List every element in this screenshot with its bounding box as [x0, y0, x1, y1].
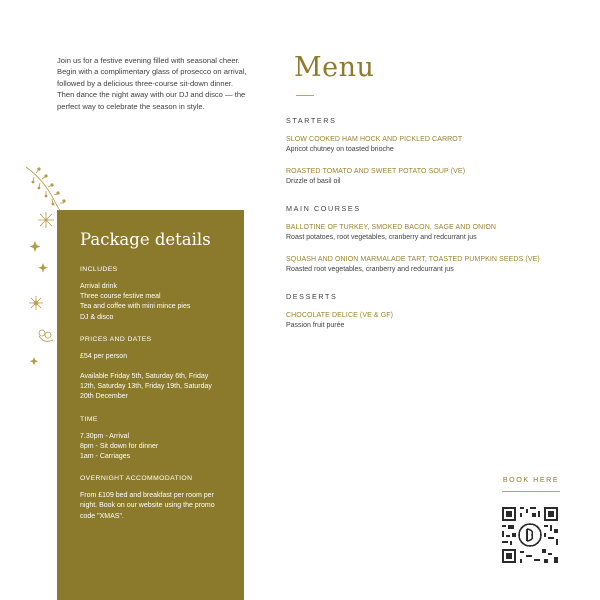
include-item: Tea and coffee with mini mince pies — [80, 303, 191, 311]
time-item: 8pm - Sit down for dinner — [80, 442, 159, 450]
time-item: 7.30pm - Arrival — [80, 432, 130, 440]
package-details-panel — [57, 210, 244, 600]
price-text: £54 per person — [80, 352, 128, 360]
book-here-divider — [502, 491, 560, 492]
dish-name: CHOCOLATE DELICE (VE & GF) — [286, 312, 394, 319]
dish-description: Roasted root vegetables, cranberry and redcurrant jus — [286, 266, 454, 273]
overnight-heading: OVERNIGHT ACCOMMODATION — [80, 475, 193, 483]
dish-item — [286, 167, 586, 187]
time-block — [80, 416, 221, 463]
dish-description: Roast potatoes, root vegetables, cranberry and redcurrant jus — [286, 234, 477, 241]
menu-section-starters — [286, 116, 586, 187]
package-title: Package details — [80, 230, 211, 249]
dish-description: Drizzle of basil oil — [286, 178, 341, 185]
time-item: 1am - Carriages — [80, 453, 131, 461]
qr-code-icon[interactable] — [502, 507, 558, 563]
dish-item — [286, 255, 586, 275]
include-item: Arrival drink — [80, 283, 117, 290]
includes-block — [80, 266, 221, 323]
section-heading: DESSERTS — [286, 292, 338, 301]
dish-name: SLOW COOKED HAM HOCK AND PICKLED CARROT — [286, 136, 463, 143]
menu-section-desserts — [286, 292, 586, 331]
overnight-block — [80, 475, 221, 522]
dish-name: SQUASH AND ONION MARMALADE TART, TOASTED PUMPKIN SEEDS (VE) — [286, 256, 540, 263]
dish-item — [286, 223, 586, 243]
includes-heading: INCLUDES — [80, 266, 118, 273]
section-heading: STARTERS — [286, 116, 337, 125]
intro-paragraph: Join us for a festive evening filled with seasonal cheer. Begin with a complimentary glass of prosecco on arrival, followed by a delicious three-course sit-down dinner. Then dance the night away with our DJ and disco — the perfect way to celebrate the season in style. — [57, 56, 247, 111]
menu-list — [286, 116, 586, 348]
availability-text: Available Friday 5th, Saturday 6th, Friday 12th, Saturday 13th, Friday 19th, Saturday 20th December — [80, 373, 212, 401]
prices-block — [80, 336, 221, 403]
dish-item — [286, 311, 586, 331]
dish-name: ROASTED TOMATO AND SWEET POTATO SOUP (VE) — [286, 168, 466, 175]
time-heading: TIME — [80, 415, 98, 423]
dish-item — [286, 135, 586, 155]
dish-description: Passion fruit purée — [286, 322, 345, 329]
prices-heading: PRICES AND DATES — [80, 335, 152, 343]
menu-section-main-courses — [286, 204, 586, 275]
include-item: Three course festive meal — [80, 293, 161, 301]
include-item: DJ & disco — [80, 313, 114, 321]
menu-title-divider — [296, 95, 314, 96]
overnight-text: From £109 bed and breakfast per room per night. Book on our website using the promo code "XMAS". — [80, 492, 215, 520]
menu-title: Menu — [294, 52, 375, 83]
book-here-link[interactable]: BOOK HERE — [502, 475, 560, 484]
dish-description: Apricot chutney on toasted brioche — [286, 146, 394, 153]
dish-name: BALLOTINE OF TURKEY, SMOKED BACON, SAGE AND ONION — [286, 224, 497, 231]
section-heading: MAIN COURSES — [286, 204, 361, 213]
